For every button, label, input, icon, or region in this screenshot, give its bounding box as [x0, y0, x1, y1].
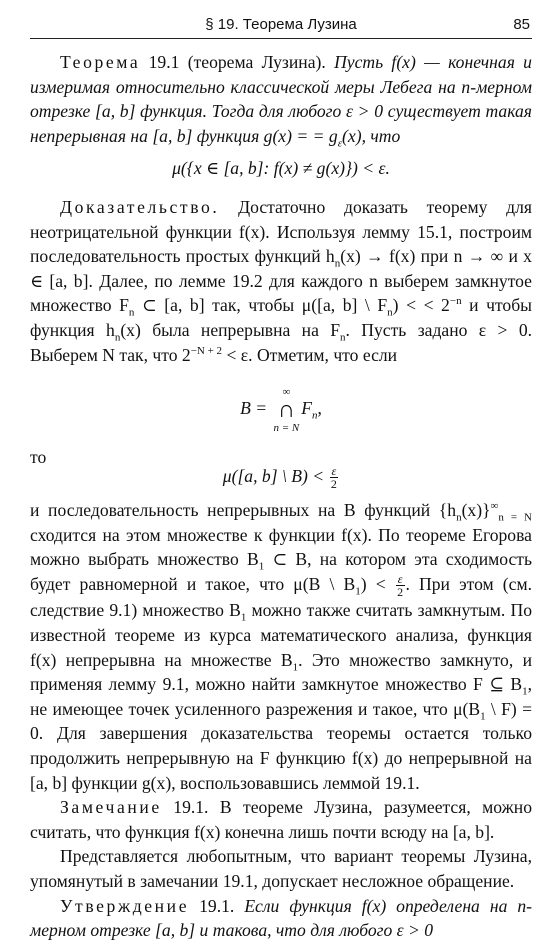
- subscript: 1: [522, 685, 528, 698]
- proof-text: (x) → f(x) при n → ∞ и x ∈ [a, b]. Далее, по лемме 19.2 для каждого n выберем замкнутое множество F: [30, 246, 532, 316]
- proof-text: Достаточно доказать теорему для неотрицательной функции f(x). Используя лемму 15.1, построим последовательность простых функций h: [30, 196, 532, 267]
- subscript: 1: [355, 585, 361, 598]
- formula-text: ,: [317, 398, 322, 419]
- body-paragraph: Представляется любопытным, что вариант теоремы Лузина, упомянутый в замечании 19.1, допускает несложное обращение.: [30, 846, 532, 891]
- subscript: n: [312, 409, 318, 422]
- theorem-statement-part: Пусть f(x) — конечная и измеримая относительно классической меры Лебега на n-мерном отрезке [a, b] функция. Тогда для любого ε > 0 существует такая непрерывная на [a, b] функция g(x) = = g: [30, 52, 532, 146]
- fraction: [330, 465, 339, 490]
- theorem-paragraph: [30, 50, 532, 148]
- fraction-numerator: ε: [397, 572, 403, 587]
- proof-label: Доказательство.: [60, 196, 220, 217]
- formula-text: μ({x ∈ [a, b]: f(x) ≠ g(x)}) < ε.: [172, 158, 390, 179]
- subscript: 1: [292, 661, 299, 674]
- section-title: § 19. Теорема Лузина: [205, 16, 357, 33]
- proof-text: (x) была непрерывна на F: [120, 319, 341, 340]
- fraction-denominator: 2: [397, 585, 404, 600]
- subscript: n = N: [498, 511, 532, 524]
- fraction: [396, 573, 405, 598]
- theorem-label: Теорема: [60, 52, 141, 72]
- remark-text: 19.1. В теореме Лузина, разумеется, можно считать, что функция f(x) конечна лишь почти всюду на [a, b].: [30, 797, 532, 842]
- proof-text: сходится на этом множестве к функции f(x). По теореме Егорова можно выбрать множество B: [30, 524, 532, 570]
- theorem-statement-part: (x), что: [342, 125, 401, 146]
- subscript: 1: [480, 710, 486, 723]
- proof-text: , не имеющее точек усиленного разрежения и такое, что μ(B: [30, 674, 532, 719]
- proof-text: и последовательность непрерывных на B функций {h: [30, 500, 457, 521]
- proof-text: . Это множество замкнуто, и применяя лемму 9.1, можно найти замкнутое множество F ⊆ B: [30, 649, 532, 695]
- fraction-denominator: 2: [330, 477, 337, 492]
- theorem-formula: [30, 156, 532, 181]
- proof-text: можно также считать замкнутым. По известной теореме из курса математического анализа, функция f(x) непрерывна на множестве B: [30, 600, 532, 670]
- proof-paragraph: [30, 195, 532, 367]
- intersection-formula: [30, 385, 532, 435]
- subscript: 1: [258, 560, 265, 573]
- running-header: [30, 10, 532, 39]
- proof-text: ) < < 2: [392, 295, 450, 316]
- remark-label: Замечание: [60, 797, 162, 818]
- subscript: n: [128, 306, 135, 319]
- proof-continuation: [30, 498, 532, 795]
- proof-text: < ε. Отметим, что если: [222, 344, 398, 365]
- statement-text: Если функция f(x) определена на n-мерном отрезке [a, b] и такова, что для любого ε > 0: [30, 895, 533, 941]
- proof-text: \ F) = 0. Для завершения доказательства теоремы остается только продолжить непрерывную на F функцию f(x) до непрерывной на [a, b] функции g(x), воспользовавшись леммой 19.1.: [30, 698, 533, 793]
- page-number: 85: [513, 16, 530, 33]
- fraction-numerator: ε: [331, 464, 337, 479]
- intersection-operator: [274, 385, 300, 435]
- proof-text: (x)}: [461, 500, 491, 521]
- operator-upper-limit: ∞: [282, 386, 291, 399]
- statement-paragraph: [30, 894, 532, 943]
- proof-text: ⊂ [a, b] так, чтобы μ([a, b] \ F: [134, 295, 388, 316]
- proof-text: ⊂ B, на котором эта сходимость будет равномерной и такое, что μ(B \ B: [30, 549, 533, 594]
- then-word: то: [30, 447, 47, 468]
- subscript: n: [114, 331, 121, 344]
- formula-text: μ([a, b] \ B) <: [222, 465, 329, 486]
- proof-text: . При этом (см. следствие 9.1) множество B: [30, 573, 532, 621]
- theorem-number: 19.1 (теорема Лузина).: [148, 52, 326, 72]
- statement-number: 19.1.: [199, 895, 235, 916]
- subscript: n: [387, 306, 393, 319]
- subscript: 1: [240, 611, 247, 624]
- remark-paragraph: [30, 795, 532, 844]
- formula-text: B =: [240, 398, 272, 419]
- formula-text: F: [301, 398, 313, 419]
- superscript: −N + 2: [190, 344, 223, 357]
- page-body: [30, 50, 532, 943]
- proof-text: . Пусть задано ε > 0. Выберем N так, что 2: [30, 319, 533, 365]
- proof-text: и чтобы функция h: [30, 295, 532, 340]
- operator-lower-limit: n = N: [273, 422, 300, 435]
- statement-label: Утверждение: [60, 895, 190, 916]
- superscript: ∞: [490, 500, 499, 513]
- subscript: ε: [337, 137, 343, 150]
- proof-text: ) <: [360, 573, 395, 594]
- superscript: −n: [449, 295, 462, 308]
- cap-symbol: ∩: [277, 397, 296, 424]
- measure-formula: [30, 464, 532, 490]
- subscript: n: [456, 511, 462, 524]
- subscript: n: [334, 257, 341, 270]
- subscript: n: [340, 331, 346, 344]
